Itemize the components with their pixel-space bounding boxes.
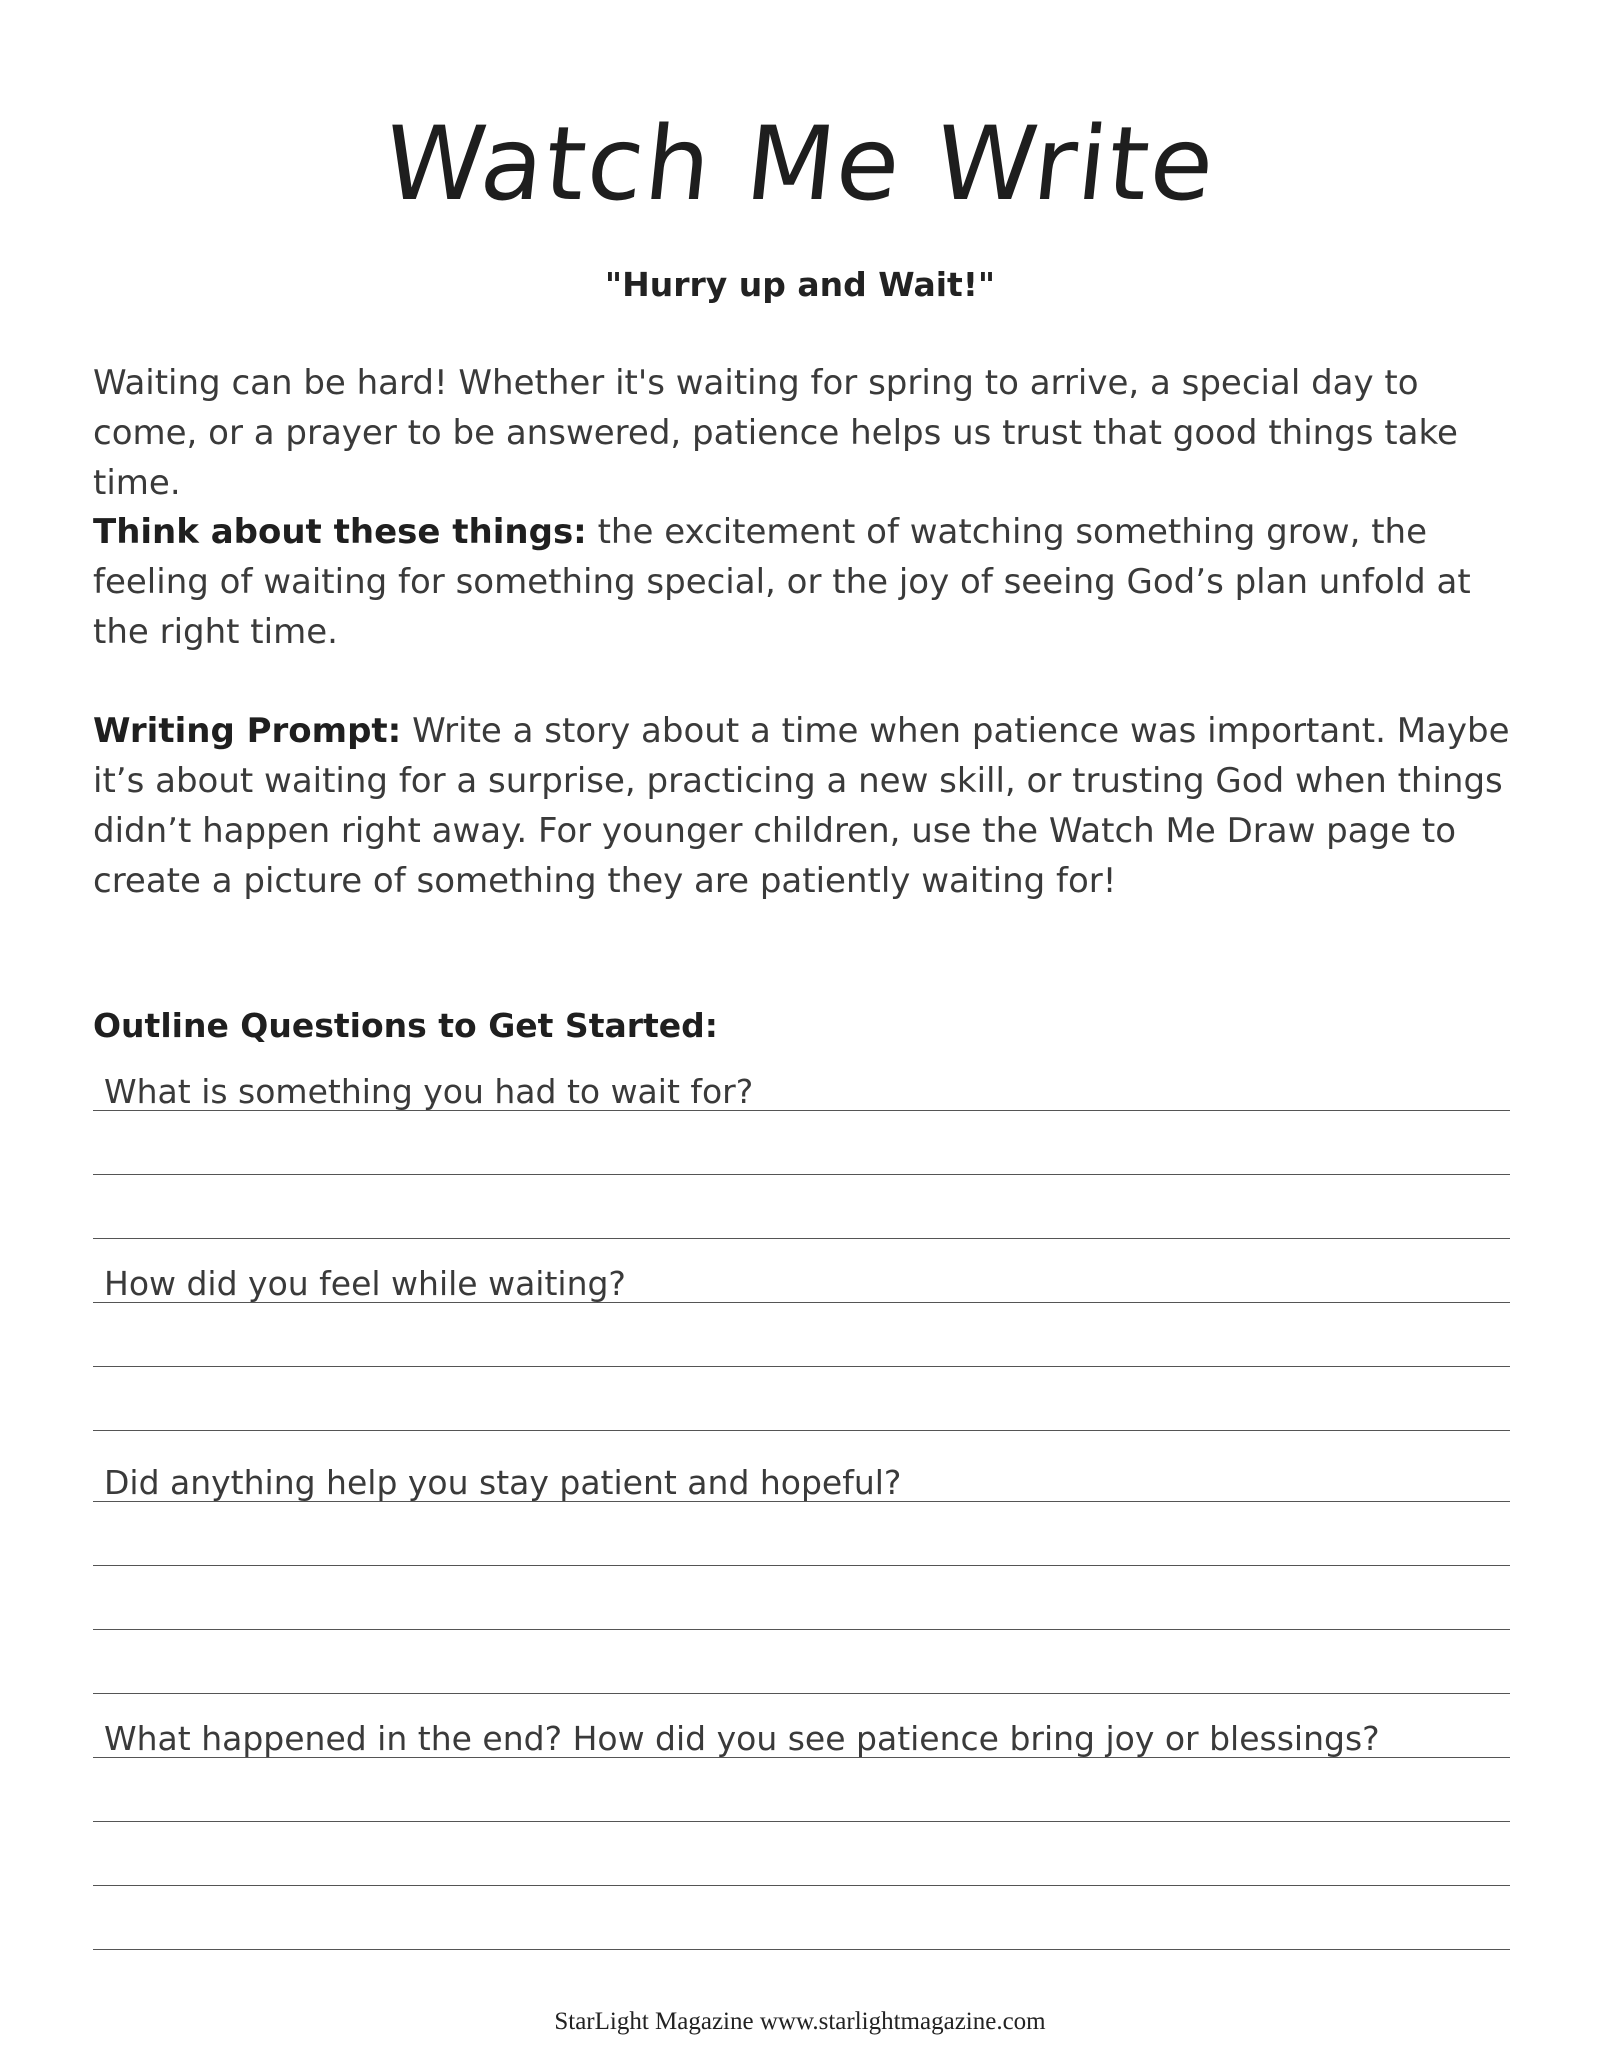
answer-line[interactable] (93, 1821, 1510, 1822)
answer-line[interactable] (93, 1238, 1510, 1239)
question-1: What is something you had to wait for? (104, 1072, 754, 1111)
answer-line[interactable] (93, 1110, 1510, 1111)
answer-line[interactable] (93, 1949, 1510, 1950)
page-subtitle: "Hurry up and Wait!" (604, 265, 996, 304)
answer-line[interactable] (93, 1366, 1510, 1367)
think-label: Think about these things: (93, 512, 587, 552)
answer-line[interactable] (93, 1757, 1510, 1758)
question-3: Did anything help you stay patient and hopeful? (104, 1463, 902, 1502)
prompt-label: Writing Prompt: (93, 711, 402, 751)
think-paragraph (93, 507, 1513, 657)
prompt-paragraph (93, 706, 1513, 906)
answer-line[interactable] (93, 1430, 1510, 1431)
answer-line[interactable] (93, 1501, 1510, 1502)
answer-line[interactable] (93, 1302, 1510, 1303)
answer-line[interactable] (93, 1885, 1510, 1886)
page-title: Watch Me Write (378, 105, 1222, 224)
prompt-text: Write a story about a time when patience was important. Maybe it’s about waiting for a surprise, practicing a new skill, or trusting God when things didn’t happen right away. For younger children, use the Watch Me Draw page to create a picture of something they are patiently waiting for! (93, 711, 1510, 901)
answer-line[interactable] (93, 1565, 1510, 1566)
answer-line[interactable] (93, 1629, 1510, 1630)
intro-paragraph: Waiting can be hard! Whether it's waiting for spring to arrive, a special day to come, or a prayer to be answered, patience helps us trust that good things take time. (93, 363, 1458, 503)
answer-line[interactable] (93, 1693, 1510, 1694)
answer-line[interactable] (93, 1174, 1510, 1175)
footer-credit: StarLight Magazine www.starlightmagazine.com (554, 2008, 1046, 2035)
outline-heading: Outline Questions to Get Started: (93, 1006, 718, 1045)
question-4: What happened in the end? How did you see patience bring joy or blessings? (104, 1719, 1380, 1758)
question-2: How did you feel while waiting? (104, 1264, 626, 1303)
think-text: the excitement of watching something grow, the feeling of waiting for something special, or the joy of seeing God’s plan unfold at the right time. (93, 512, 1471, 652)
